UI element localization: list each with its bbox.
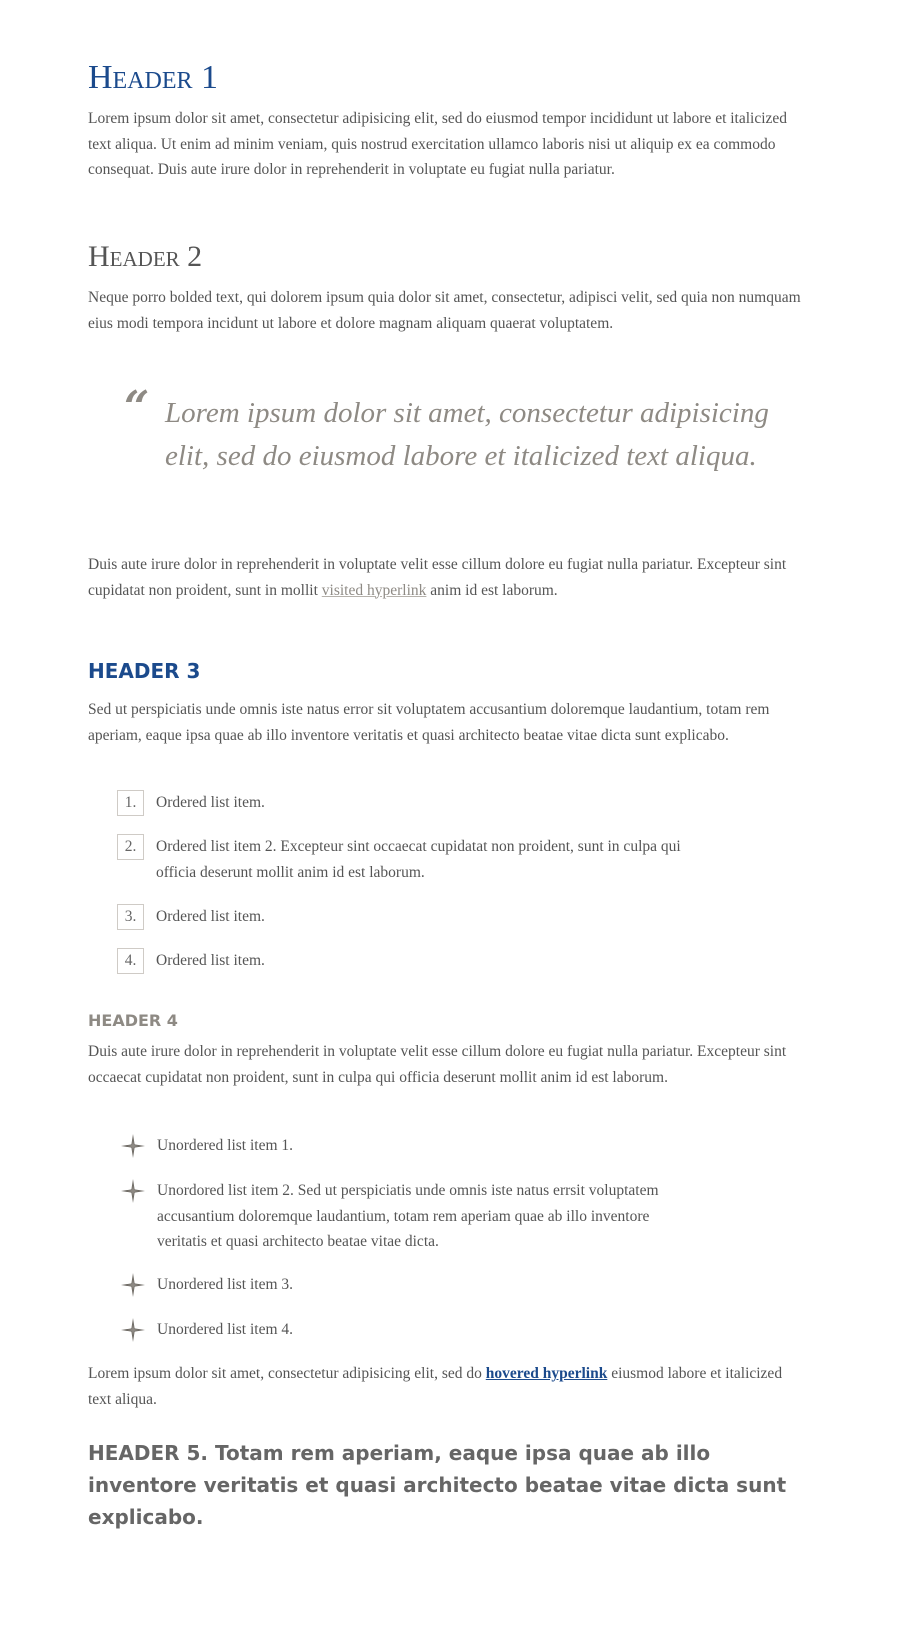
paragraph-1: Lorem ipsum dolor sit amet, consectetur adipisicing elit, sed do eiusmod tempor incididunt ut labore et italicized text aliqua. Ut enim ad minim veniam, quis nostrud exercitation ullamco laboris nisi ut aliquip ex ea commodo consequat. Duis aute irure dolor in reprehenderit in voluptate eu fugiat nulla pariatur. — [88, 110, 788, 178]
list-number: 3. — [117, 904, 144, 930]
header-3: HEADER 3 — [88, 659, 201, 683]
star-bullet-icon — [121, 1179, 145, 1203]
blockquote-text: Lorem ipsum dolor sit amet, consectetur adipisicing elit, sed do eiusmod labore et italicized text aliqua. — [165, 397, 769, 472]
list-item-text: Unordered list item 4. — [157, 1321, 294, 1338]
star-bullet-icon — [121, 1134, 145, 1158]
paragraph-3-text-before: Duis aute irure dolor in reprehenderit in voluptate velit esse cillum dolore eu fugiat nulla pariatur. Excepteur sint cupidatat non proident, sunt in mollit — [88, 556, 787, 599]
paragraph-6 — [88, 1361, 808, 1412]
header-5: HEADER 5. Totam rem aperiam, eaque ipsa quae ab illo inventore veritatis et quasi architecto beatae vitae dicta sunt explicabo. — [88, 1441, 787, 1529]
star-bullet-icon — [121, 1318, 145, 1342]
paragraph-3-text-after: anim id est laborum. — [426, 581, 558, 599]
list-item-text: Ordered list item. — [156, 908, 265, 925]
header-1: Header 1 — [88, 59, 219, 96]
list-item-text: Ordered list item. — [156, 794, 265, 811]
paragraph-3 — [88, 552, 808, 603]
paragraph-5: Duis aute irure dolor in reprehenderit in voluptate velit esse cillum dolore eu fugiat nulla pariatur. Excepteur sint occaecat cupidatat non proident, sunt in culpa qui officia deserunt mollit anim id est laborum. — [88, 1043, 787, 1086]
list-number: 4. — [117, 948, 144, 974]
star-bullet-icon — [121, 1273, 145, 1297]
paragraph-4: Sed ut perspiciatis unde omnis iste natus error sit voluptatem accusantium doloremque laudantium, totam rem aperiam, eaque ipsa quae ab illo inventore veritatis et quasi architecto beatae vitae dicta sunt explicabo. — [88, 701, 770, 744]
list-number: 1. — [117, 790, 144, 816]
list-item-text: Unordered list item 3. — [157, 1276, 294, 1293]
list-item-text: Unordered list item 1. — [157, 1137, 294, 1154]
list-number: 2. — [117, 834, 144, 860]
quote-mark-icon: “ — [124, 382, 150, 433]
hovered-hyperlink[interactable]: hovered hyperlink — [485, 1365, 608, 1382]
paragraph-6-text-before: Lorem ipsum dolor sit amet, consectetur adipisicing elit, sed do — [88, 1365, 486, 1382]
visited-hyperlink[interactable]: visited hyperlink — [321, 581, 427, 599]
header-2: Header 2 — [88, 240, 203, 273]
paragraph-2: Neque porro bolded text, qui dolorem ipsum quia dolor sit amet, consectetur, adipisci velit, sed quia non numquam eius modi tempora incidunt ut labore et dolore magnam aliquam quaerat voluptatem. — [88, 289, 801, 332]
list-item-text: Ordered list item. — [156, 952, 265, 969]
list-item-text: Ordered list item 2. Excepteur sint occaecat cupidatat non proident, sunt in culpa qui officia deserunt mollit anim id est laborum. — [156, 838, 681, 881]
list-item-text: Unordored list item 2. Sed ut perspiciatis unde omnis iste natus errsit voluptatem accusantium doloremque laudantium, totam rem aperiam quae ab illo inventore veritatis et quasi architecto beatae vitae dicta. — [157, 1182, 659, 1250]
paragraph-6-text-after: eiusmod labore et italicized text aliqua. — [88, 1365, 783, 1408]
header-4: HEADER 4 — [88, 1011, 178, 1030]
